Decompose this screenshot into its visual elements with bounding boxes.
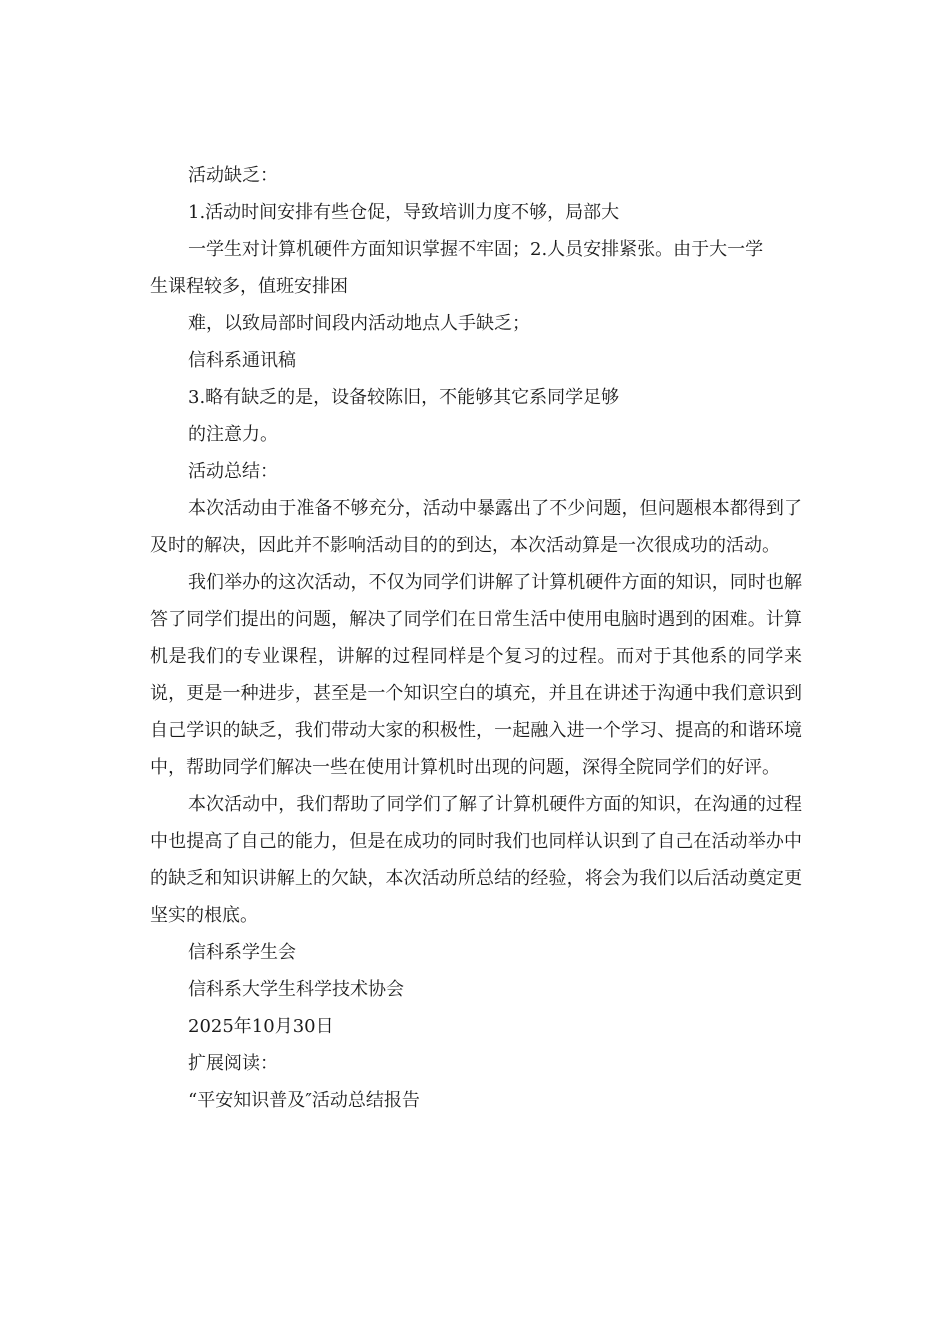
summary-paragraph-2: 我们举办的这次活动，不仅为同学们讲解了计算机硬件方面的知识，同时也解答了同学们提出的问题，解决了同学们在日常生活中使用电脑时遇到的困难。计算机是我们的专业课程，讲解的过程同样是个复习的过程。而对于其他系的同学来说，更是一种进步，甚至是一个知识空白的填充，并且在讲述于沟通中我们意识到自己学识的缺乏，我们带动大家的积极性，一起融入进一个学习、提高的和谐环境中，帮助同学们解决一些在使用计算机时出现的问题，深得全院同学们的好评。: [150, 572, 802, 778]
shortage-item-3-line-1: 3.略有缺乏的是，设备较陈旧，不能够其它系同学足够: [188, 387, 620, 408]
signature-org-science-association: 信科系大学生科学技术协会: [188, 979, 404, 1000]
newsletter-header-fragment: 信科系通讯稿: [188, 350, 296, 371]
shortage-item-1-line-3: 生课程较多，值班安排困: [150, 276, 348, 297]
summary-paragraph-3: 本次活动中，我们帮助了同学们了解了计算机硬件方面的知识，在沟通的过程中也提高了自己的能力，但是在成功的同时我们也同样认识到了自己在活动举办中的缺乏和知识讲解上的欠缺，本次活动所总结的经验，将会为我们以后活动奠定更坚实的根底。: [150, 794, 802, 926]
signature-date: 2025年10月30日: [188, 1016, 334, 1037]
summary-paragraph-1: 本次活动由于准备不够充分，活动中暴露出了不少问题，但问题根本都得到了及时的解决，因此并不影响活动目的的到达，本次活动算是一次很成功的活动。: [150, 498, 802, 556]
summary-heading: 活动总结：: [188, 461, 278, 482]
shortage-heading: 活动缺乏：: [188, 165, 278, 186]
shortage-item-1-line-2: 一学生对计算机硬件方面知识掌握不牢固；2.人员安排紧张。由于大一学: [188, 239, 764, 260]
shortage-item-3-line-2: 的注意力。: [188, 424, 278, 445]
document-body: [150, 157, 802, 1119]
signature-org-student-union: 信科系学生会: [188, 942, 296, 963]
shortage-item-1-line-1: 1.活动时间安排有些仓促，导致培训力度不够，局部大: [188, 202, 620, 223]
extended-reading-heading: 扩展阅读：: [188, 1053, 278, 1074]
extended-reading-title: “平安知识普及″活动总结报告: [188, 1090, 420, 1111]
shortage-item-2-line-2: 难，以致局部时间段内活动地点人手缺乏；: [188, 313, 530, 334]
